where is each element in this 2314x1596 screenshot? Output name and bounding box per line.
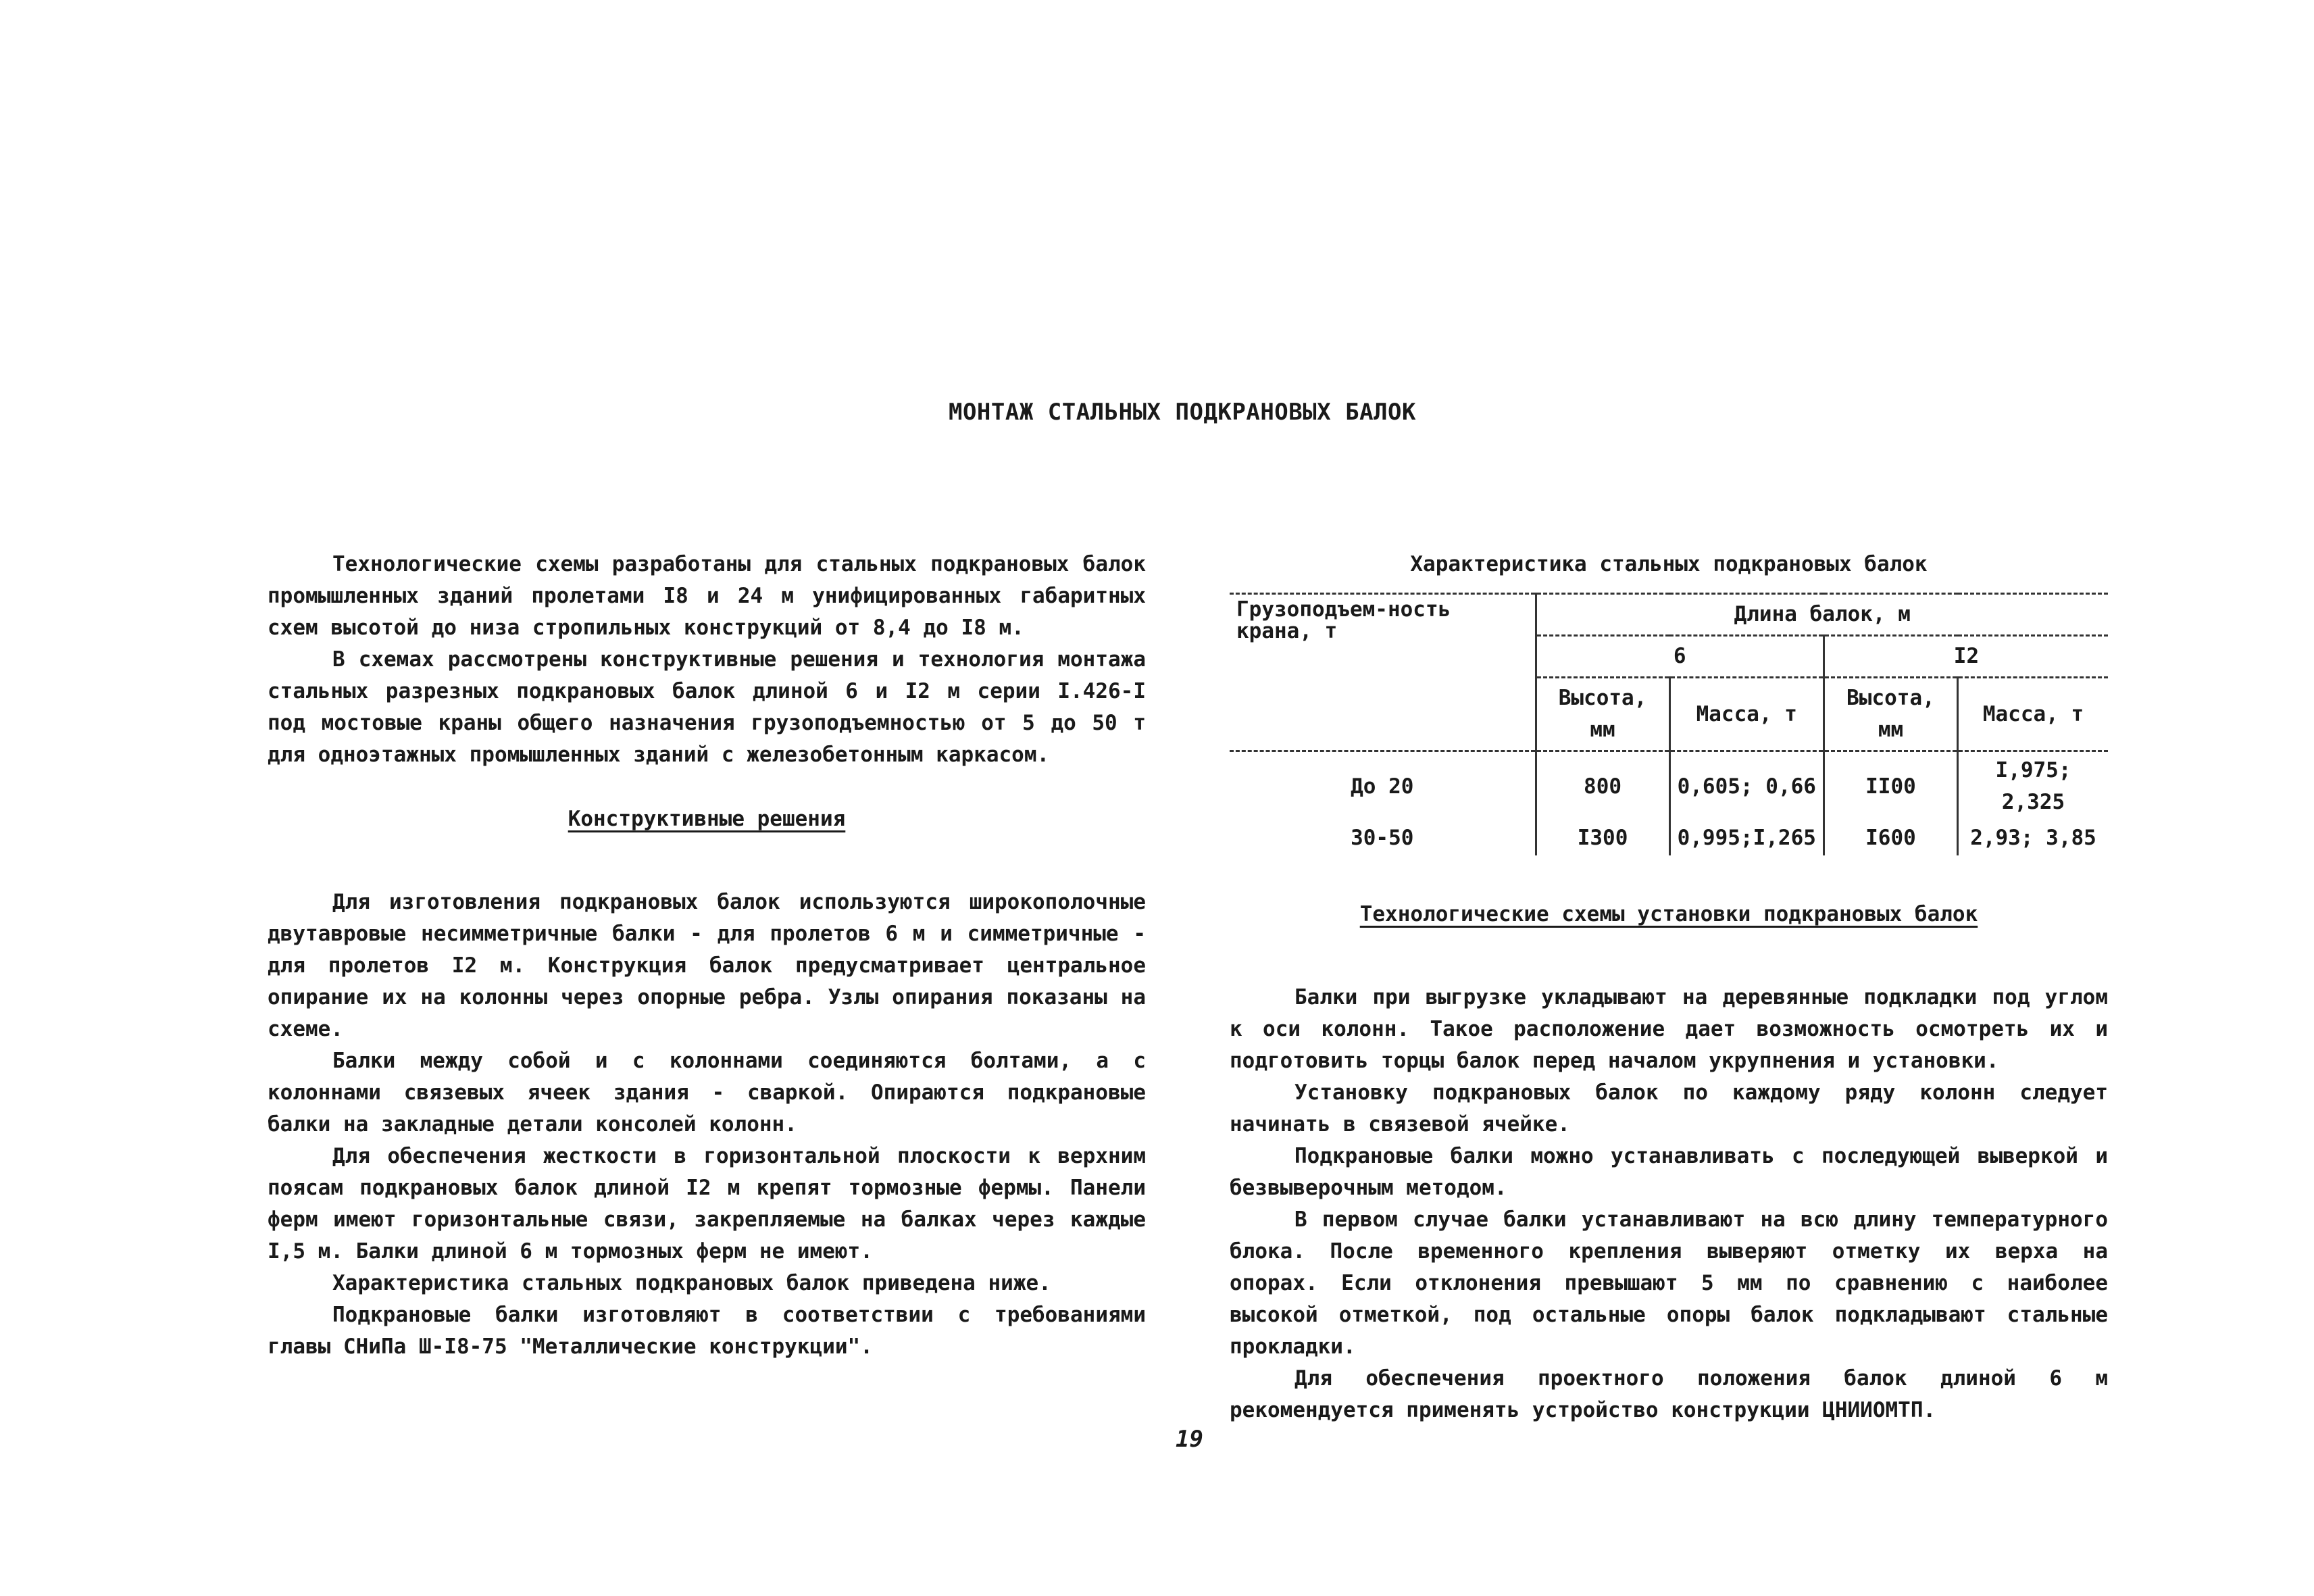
body-paragraph: Балки при выгрузке укладывают на деревянные подкладки под углом к оси колонн. Такое расположение дает возможность осмотреть их и подготовить торцы балок перед началом укрупнения и установки. [1230, 985, 2108, 1073]
table-header-height: Высота, мм [1823, 678, 1957, 751]
table-header-mass: Масса, т [1958, 678, 2108, 751]
table-cell: II00 [1823, 751, 1957, 820]
body-paragraph: Для изготовления подкрановых балок используются широкополочные двутавровые несимметричные балки - для пролетов 6 м и симметричные - для пролетов I2 м. Конструкция балок предусматривает центральное опирание их на колонны через опорные ребра. Узлы опирания показаны на схеме. [268, 890, 1146, 1041]
body-paragraph: Подкрановые балки можно устанавливать с последующей выверкой и безвыверочным методом. [1230, 1144, 2108, 1200]
page-title: МОНТАЖ СТАЛЬНЫХ ПОДКРАНОВЫХ БАЛОК [948, 399, 1416, 426]
section-heading-structural: Конструктивные решения [568, 807, 846, 831]
intro-paragraph-2: В схемах рассмотрены конструктивные решения и технология монтажа стальных разрезных подкрановых балок длиной 6 и I2 м серии I.426-I под мостовые краны общего назначения грузоподъемностью от 5 до 50 т для одноэтажных промышленных зданий с железобетонным каркасом. [268, 647, 1146, 767]
section-heading-installation: Технологические схемы установки подкрановых балок [1359, 902, 1978, 926]
beam-spec-table [1230, 593, 2108, 855]
body-paragraph: Подкрановые балки изготовляют в соответствии с требованиями главы СНиПа Ш-I8-75 "Металлические конструкции". [268, 1303, 1146, 1359]
table-cell: I600 [1823, 820, 1957, 855]
table-cell: 800 [1536, 751, 1669, 820]
table-cell: 2,93; 3,85 [1958, 820, 2108, 855]
body-paragraph: В первом случае балки устанавливают на всю длину температурного блока. После временного крепления выверяют отметку их верха на опорах. Если отклонения превышают 5 мм по сравнению с наиболее высокой отметкой, под остальные опоры балок подкладывают стальные прокладки. [1230, 1207, 2108, 1359]
table-header-length: Длина балок, м [1536, 594, 2108, 636]
table-header-length-12: I2 [1823, 636, 2108, 678]
body-paragraph: Установку подкрановых балок по каждому ряду колонн следует начинать в связевой ячейке. [1230, 1080, 2108, 1137]
table-row [1230, 820, 2108, 855]
body-paragraph: Балки между собой и с колоннами соединяются болтами, а с колоннами связевых ячеек здания - сваркой. Опираются подкрановые балки на закладные детали консолей колонн. [268, 1049, 1146, 1137]
body-paragraph: Характеристика стальных подкрановых балок приведена ниже. [332, 1271, 1051, 1295]
table-header-length-6: 6 [1536, 636, 1823, 678]
page-number: 19 [1176, 1426, 1203, 1453]
left-column [268, 549, 1146, 1363]
table-cell: До 20 [1351, 774, 1414, 799]
table-cell: I,975; 2,325 [1958, 751, 2108, 820]
right-column [1230, 549, 2108, 1426]
table-header-mass: Масса, т [1669, 678, 1823, 751]
table-header-height: Высота, мм [1536, 678, 1669, 751]
table-cell: 0,605; 0,66 [1669, 751, 1823, 820]
table-cell: I300 [1536, 820, 1669, 855]
body-paragraph: Для обеспечения проектного положения балок длиной 6 м рекомендуется применять устройство конструкции ЦНИИОМТП. [1230, 1366, 2108, 1422]
table-caption: Характеристика стальных подкрановых балок [1410, 552, 1928, 576]
table-row [1230, 751, 2108, 820]
table-cell: 30-50 [1351, 826, 1414, 850]
intro-paragraph-1: Технологические схемы разработаны для стальных подкрановых балок промышленных зданий пролетами I8 и 24 м унифицированных габаритных схем высотой до низа стропильных конструкций от 8,4 до I8 м. [268, 552, 1146, 640]
body-paragraph: Для обеспечения жесткости в горизонтальной плоскости к верхним поясам подкрановых балок длиной I2 м крепят тормозные фермы. Панели ферм имеют горизонтальные связи, закрепляемые на балках через каждые I,5 м. Балки длиной 6 м тормозных ферм не имеют. [268, 1144, 1146, 1264]
table-header-capacity: Грузоподъем-ность крана, т [1236, 597, 1451, 643]
table-cell: 0,995;I,265 [1669, 820, 1823, 855]
